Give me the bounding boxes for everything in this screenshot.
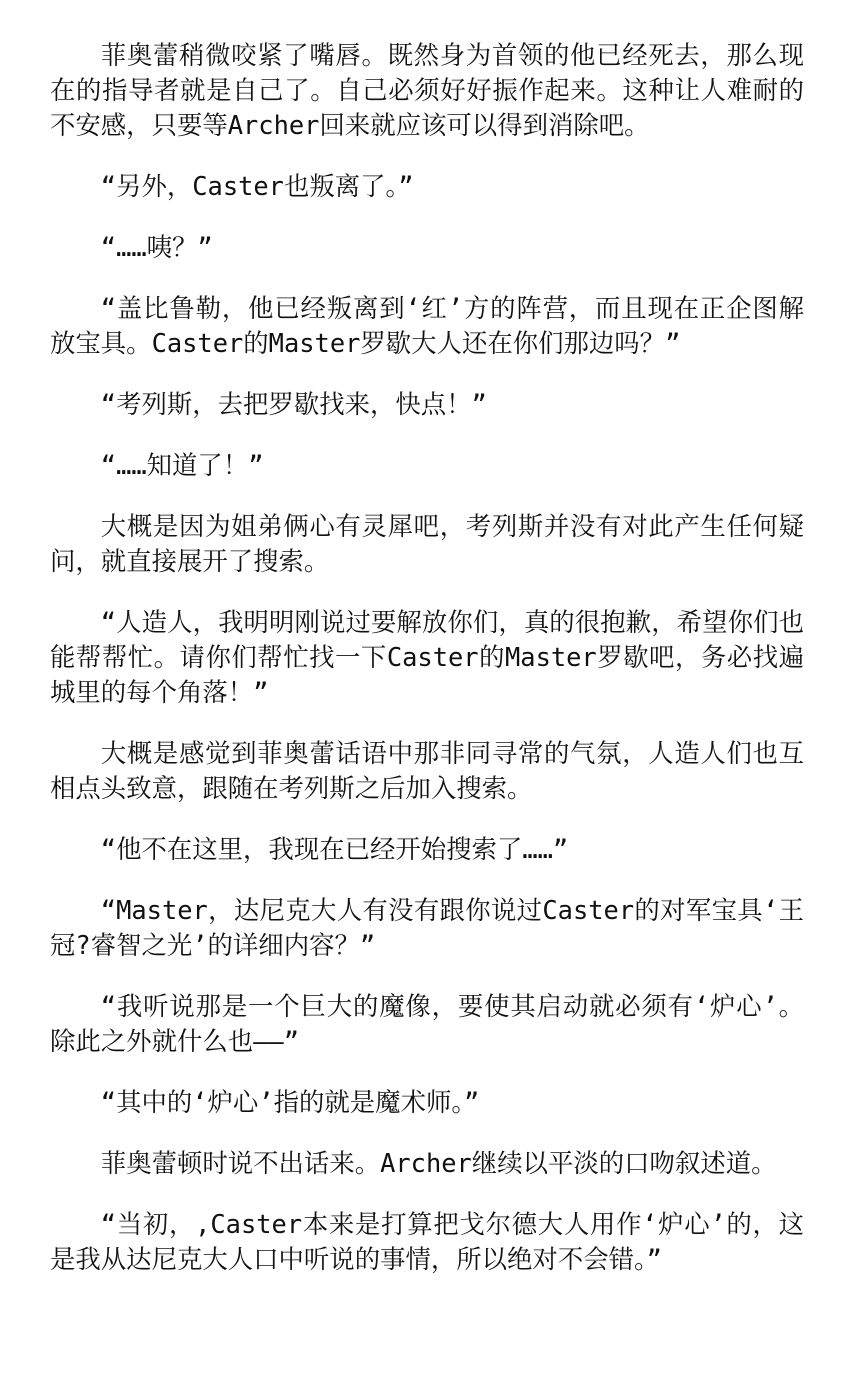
dialogue-line: “我听说那是一个巨大的魔像，要使其启动就必须有‘炉心’。除此之外就什么也——”: [50, 991, 804, 1056]
dialogue-line: “考列斯，去把罗歇找来，快点！”: [100, 389, 487, 419]
dialogue-line: “他不在这里，我现在已经开始搜索了……”: [100, 834, 569, 864]
paragraph: 菲奥蕾稍微咬紧了嘴唇。既然身为首领的他已经死去，那么现在的指导者就是自己了。自己必须好好振作起来。这种让人难耐的不安感，只要等Archer回来就应该可以得到消除吧。: [50, 40, 804, 140]
dialogue-line: “当初，,Caster本来是打算把戈尔德大人用作‘炉心’的，这是我从达尼克大人口中听说的事情，所以绝对不会错。”: [50, 1209, 804, 1274]
paragraph: 菲奥蕾顿时说不出话来。Archer继续以平淡的口吻叙述道。: [100, 1148, 777, 1178]
dialogue-line: “……咦？”: [100, 232, 213, 262]
dialogue-line: “另外，Caster也叛离了。”: [100, 171, 414, 201]
dialogue-line: “盖比鲁勒，他已经叛离到‘红’方的阵营，而且现在正企图解放宝具。Caster的Master罗歇大人还在你们那边吗？”: [50, 293, 804, 358]
dialogue-line: “Master，达尼克大人有没有跟你说过Caster的对军宝具‘王冠?睿智之光’的详细内容？”: [50, 895, 804, 960]
dialogue-line: “其中的‘炉心’指的就是魔术师。”: [100, 1087, 480, 1117]
paragraph: 大概是感觉到菲奥蕾话语中那非同寻常的气氛，人造人们也互相点头致意，跟随在考列斯之后加入搜索。: [50, 738, 804, 803]
paragraph: 大概是因为姐弟俩心有灵犀吧，考列斯并没有对此产生任何疑问，就直接展开了搜索。: [50, 511, 804, 576]
dialogue-line: “……知道了！”: [100, 450, 264, 480]
dialogue-line: “人造人，我明明刚说过要解放你们，真的很抱歉，希望你们也能帮帮忙。请你们帮忙找一下Caster的Master罗歇吧，务必找遍城里的每个角落！”: [50, 607, 804, 707]
